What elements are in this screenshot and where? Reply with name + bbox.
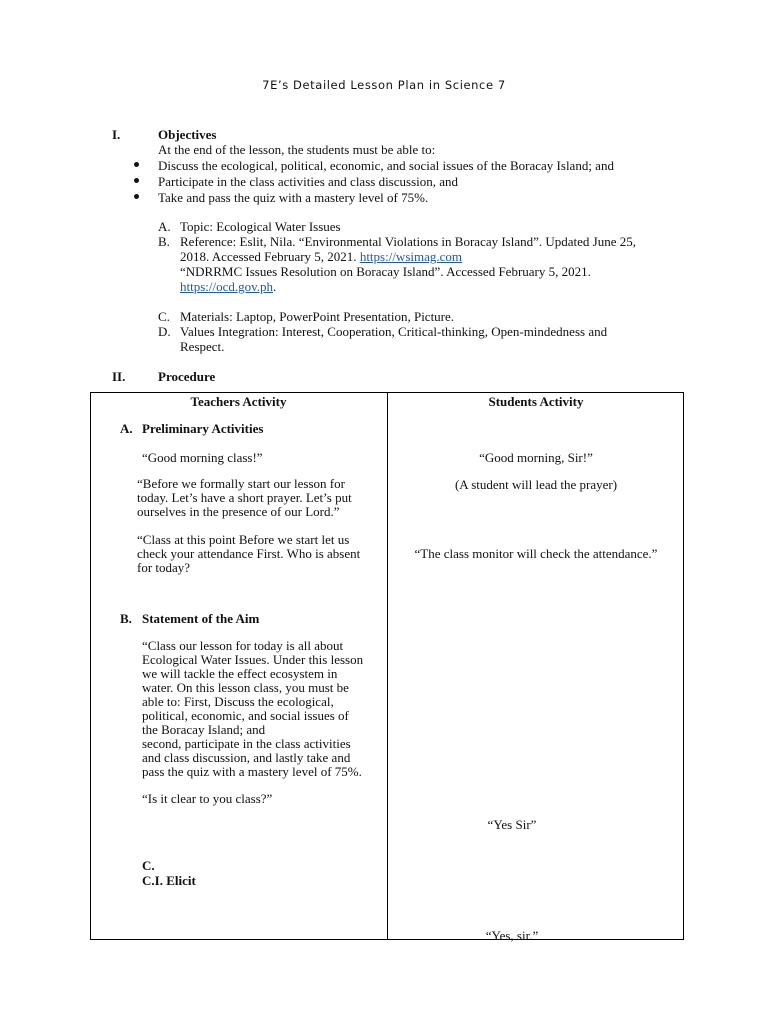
item-d-values-line2: Respect.	[180, 339, 225, 354]
teachers-activity-header: Teachers Activity	[190, 394, 287, 409]
procedure-heading: Procedure	[158, 369, 216, 384]
teacher-aim-line3: we will tackle the effect ecosystem in	[142, 666, 338, 681]
teacher-aim-line9: and class discussion, and lastly take and	[142, 750, 351, 765]
objectives-heading: Objectives	[158, 127, 217, 142]
objectives-numeral: I.	[112, 127, 121, 142]
item-c-materials: Materials: Laptop, PowerPoint Presentation, Picture.	[180, 309, 455, 324]
bullet-icon	[134, 162, 139, 167]
section-b-letter: B.	[120, 611, 132, 626]
objective-bullet-2: Participate in the class activities and class discussion, and	[158, 174, 459, 189]
table-column-divider	[387, 392, 388, 940]
section-a-letter: A.	[120, 421, 133, 436]
teacher-prayer-line1: “Before we formally start our lesson for	[137, 476, 345, 491]
teacher-attendance-line3: for today?	[137, 560, 191, 575]
item-d-values-line1: Values Integration: Interest, Cooperation, Critical-thinking, Open-mindedness and	[180, 324, 608, 339]
student-greeting: “Good morning, Sir!”	[479, 450, 593, 465]
procedure-numeral: II.	[112, 369, 126, 384]
teacher-aim-line8: second, participate in the class activities	[142, 736, 351, 751]
item-b-reference-line3: “NDRRMC Issues Resolution on Boracay Island”. Accessed February 5, 2021.	[180, 264, 591, 279]
teacher-aim-line7: the Boracay Island; and	[142, 722, 266, 737]
teacher-attendance-line2: check your attendance First. Who is absent	[137, 546, 361, 561]
item-a-topic: Topic: Ecological Water Issues	[180, 219, 341, 234]
document-title: 7E’s Detailed Lesson Plan in Science 7	[262, 78, 506, 92]
student-yes-sir: “Yes Sir”	[487, 817, 537, 832]
objective-bullet-3: Take and pass the quiz with a mastery level of 75%.	[158, 190, 429, 205]
teacher-aim-line1: “Class our lesson for today is all about	[142, 638, 344, 653]
teacher-clear-question: “Is it clear to you class?”	[142, 791, 273, 806]
teacher-prayer-line3: ourselves in the presence of our Lord.”	[137, 504, 340, 519]
section-c-title: C.I. Elicit	[142, 873, 196, 888]
bullet-icon	[134, 178, 139, 183]
section-b-title: Statement of the Aim	[142, 611, 260, 626]
wsimag-link[interactable]: https://wsimag.com	[359, 249, 463, 264]
teacher-aim-line6: political, economic, and social issues of	[142, 708, 349, 723]
students-activity-header: Students Activity	[488, 394, 584, 409]
student-attendance: “The class monitor will check the attendance.”	[414, 546, 658, 561]
item-a-letter: A.	[158, 219, 171, 234]
teacher-attendance-line1: “Class at this point Before we start let us	[137, 532, 350, 547]
bullet-icon	[134, 194, 139, 199]
teacher-aim-line4: water. On this lesson class, you must be	[142, 680, 349, 695]
objectives-intro: At the end of the lesson, the students must be able to:	[158, 142, 436, 157]
item-b-reference-line2: 2018. Accessed February 5, 2021. https://wsimag.com	[180, 249, 463, 264]
section-c-letter: C.	[142, 858, 155, 873]
teacher-aim-line2: Ecological Water Issues. Under this lesson	[142, 652, 364, 667]
section-a-title: Preliminary Activities	[142, 421, 264, 436]
student-yes-sir-2: “Yes, sir.”	[485, 928, 539, 943]
teacher-prayer-line2: today. Let’s have a short prayer. Let’s put	[137, 490, 352, 505]
item-b-reference-line4: https://ocd.gov.ph.	[180, 279, 277, 294]
teacher-greeting: “Good morning class!”	[142, 450, 263, 465]
teacher-aim-line10: pass the quiz with a mastery level of 75%.	[142, 764, 362, 779]
objective-bullet-1: Discuss the ecological, political, economic, and social issues of the Boracay Island; and	[158, 158, 614, 173]
item-d-letter: D.	[158, 324, 171, 339]
item-b-letter: B.	[158, 234, 170, 249]
student-prayer: (A student will lead the prayer)	[454, 477, 618, 492]
item-b-reference-line1: Reference: Eslit, Nila. “Environmental Violations in Boracay Island”. Updated June 25,	[180, 234, 637, 249]
ocd-link[interactable]: https://ocd.gov.ph	[180, 279, 274, 294]
teacher-aim-line5: able to: First, Discuss the ecological,	[142, 694, 334, 709]
item-c-letter: C.	[158, 309, 170, 324]
